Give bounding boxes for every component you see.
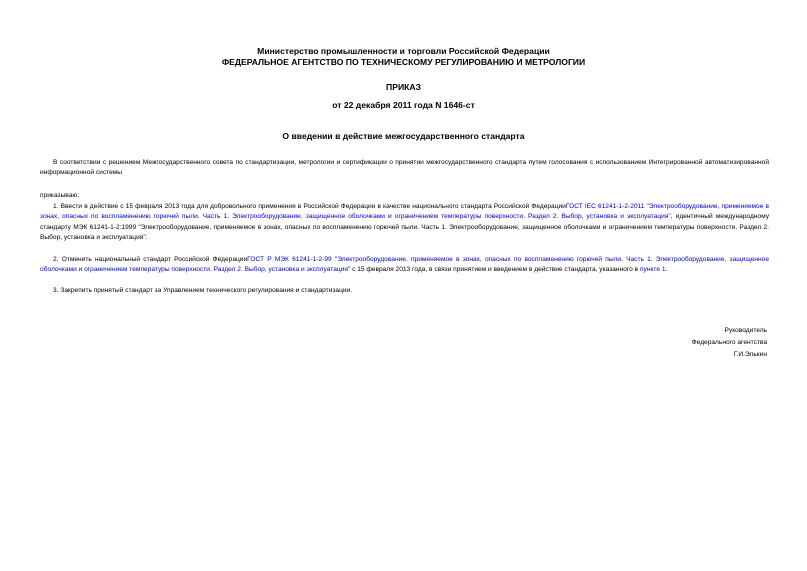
item-3-paragraph: 3. Закрепить принятый стандарт за Управлением технического регулирования и стандартизации. <box>53 287 353 294</box>
item-1-suffix: , идентичный международному стандарту МЭК 61241-1-2:1999 "Электрооборудование, применяемое в зонах, опасных по воспламенению горючей пыли. Часть 1. Электрооборудование, защищенное оболочками и ограничением температуры поверхности. Раздел 2. Выбор, установка и эксплуатация". <box>40 213 770 242</box>
ministry-name: Министерство промышленности и торговли Российской Федерации <box>257 46 550 56</box>
order-date: от 22 декабря 2011 года N 1646-ст <box>332 100 475 110</box>
signature-agency: Федерального агентства <box>691 339 767 347</box>
intro-paragraph: В соответствии с решением Межгосударственного совета по стандартизации, метрологии и сертификации о принятии межгосударственного стандарта путем голосования с использованием Интегрированной автоматизированной информационной системы <box>40 159 769 177</box>
signature-name: Г.И.Элькин <box>733 351 767 359</box>
item-2-middle: с 15 февраля 2013 года, в связи принятием и введением в действие стандарта, указанного в <box>350 266 640 274</box>
agency-name: ФЕДЕРАЛЬНОЕ АГЕНТСТВО ПО ТЕХНИЧЕСКОМУ РЕГУЛИРОВАНИЮ И МЕТРОЛОГИИ <box>221 57 586 67</box>
order-subject: О введении в действие межгосударственного стандарта <box>282 131 525 141</box>
gost-r-iec-61241-link[interactable]: ГОСТ Р МЭК 61241-1-2-99 "Электрооборудование, применяемое в зонах, опасных по воспламенению горючей пыли. Часть 1. Электрооборудование, защищенное оболочками и ограничением температуры поверхности. Раздел 2. Выбор, установка и эксплуатация" <box>40 256 769 274</box>
item-1-paragraph <box>40 202 769 244</box>
point-1-link[interactable]: пункте 1 <box>639 266 666 274</box>
item-2-end: . <box>665 266 668 274</box>
order-word: приказываю: <box>40 192 80 199</box>
gost-iec-61241-link[interactable]: ГОСТ IEC 61241-1-2-2011 "Электрооборудование, применяемое в зонах, опасных по воспламенению горючей пыли. Часть 1. Электрооборудование, защищенное оболочками и ограничением температуры поверхности. Раздел 2. Выбор, установка и эксплуатация" <box>40 203 770 221</box>
order-title: ПРИКАЗ <box>386 82 421 92</box>
item-2-paragraph <box>40 255 769 276</box>
signature-position: Руководитель <box>724 327 767 334</box>
item-1-prefix: 1. Ввести в действие с 15 февраля 2013 года для добровольного применения в Российской Федерации в качестве национального стандарта Российской Федерации <box>53 203 566 210</box>
signature-block <box>692 325 767 362</box>
item-2-prefix: 2. Отменить национальный стандарт Российской Федерации <box>53 256 248 263</box>
document-header <box>0 46 807 68</box>
